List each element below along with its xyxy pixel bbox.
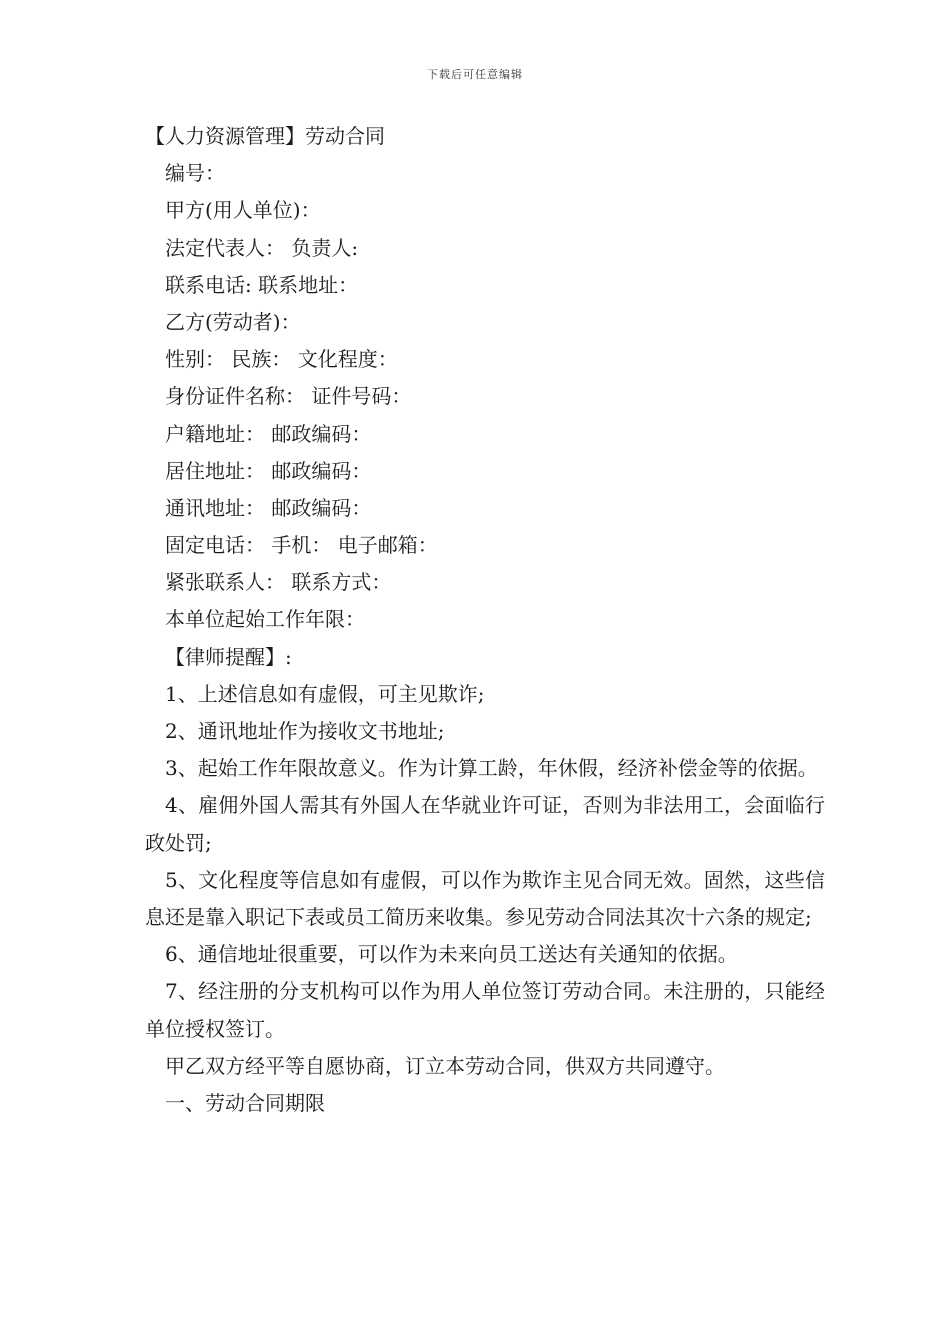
reminder-item: 6、通信地址很重要，可以作为未来向员工送达有关通知的依据。 [165, 942, 738, 967]
document-body [145, 118, 825, 1122]
page-header-note: 下载后可任意编辑 [427, 68, 523, 81]
field-party-b: 乙方(劳动者)： [165, 309, 301, 334]
field-contract-number: 编号： [165, 161, 225, 186]
reminder-item: 2、通讯地址作为接收文书地址; [165, 719, 445, 744]
agreement-paragraph: 甲乙双方经平等自愿协商，订立本劳动合同，供双方共同遵守。 [165, 1053, 725, 1078]
reminder-item: 5、文化程度等信息如有虚假，可以作为欺诈主见合同无效。固然，这些信息还是靠入职记下表或员工简历来收集。参见劳动合同法其次十六条的规定; [145, 867, 825, 930]
field-party-a: 甲方(用人单位)： [165, 198, 321, 223]
field-residence-address: 居住地址： 邮政编码： [165, 458, 372, 483]
reminder-item: 4、雇佣外国人需其有外国人在华就业许可证，否则为非法用工，会面临行政处罚; [145, 793, 825, 855]
field-phone-mobile-email: 固定电话： 手机： 电子邮箱： [165, 533, 438, 558]
document-title: 【人力资源管理】劳动合同 [145, 124, 385, 148]
field-household-address: 户籍地址： 邮政编码： [165, 421, 372, 446]
reminder-item: 1、上述信息如有虚假，可主见欺诈; [165, 681, 485, 706]
field-legal-representative: 法定代表人： 负责人: [165, 235, 359, 260]
field-gender-ethnicity-education: 性别： 民族： 文化程度： [165, 347, 398, 372]
field-contact-phone-address: 联系电话: 联系地址： [165, 272, 359, 297]
field-emergency-contact: 紧张联系人： 联系方式： [165, 570, 392, 595]
reminder-item: 7、经注册的分支机构可以作为用人单位签订劳动合同。未注册的，只能经单位授权签订。 [145, 979, 825, 1041]
reminder-item: 3、起始工作年限故意义。作为计算工龄，年休假，经济补偿金等的依据。 [165, 756, 818, 781]
field-mailing-address: 通讯地址： 邮政编码： [165, 495, 372, 520]
field-id-document: 身份证件名称： 证件号码： [165, 384, 412, 409]
field-start-work-years: 本单位起始工作年限： [165, 607, 365, 632]
section-heading-contract-term: 一、劳动合同期限 [165, 1091, 325, 1116]
reminder-heading: 【律师提醒】: [165, 644, 292, 669]
